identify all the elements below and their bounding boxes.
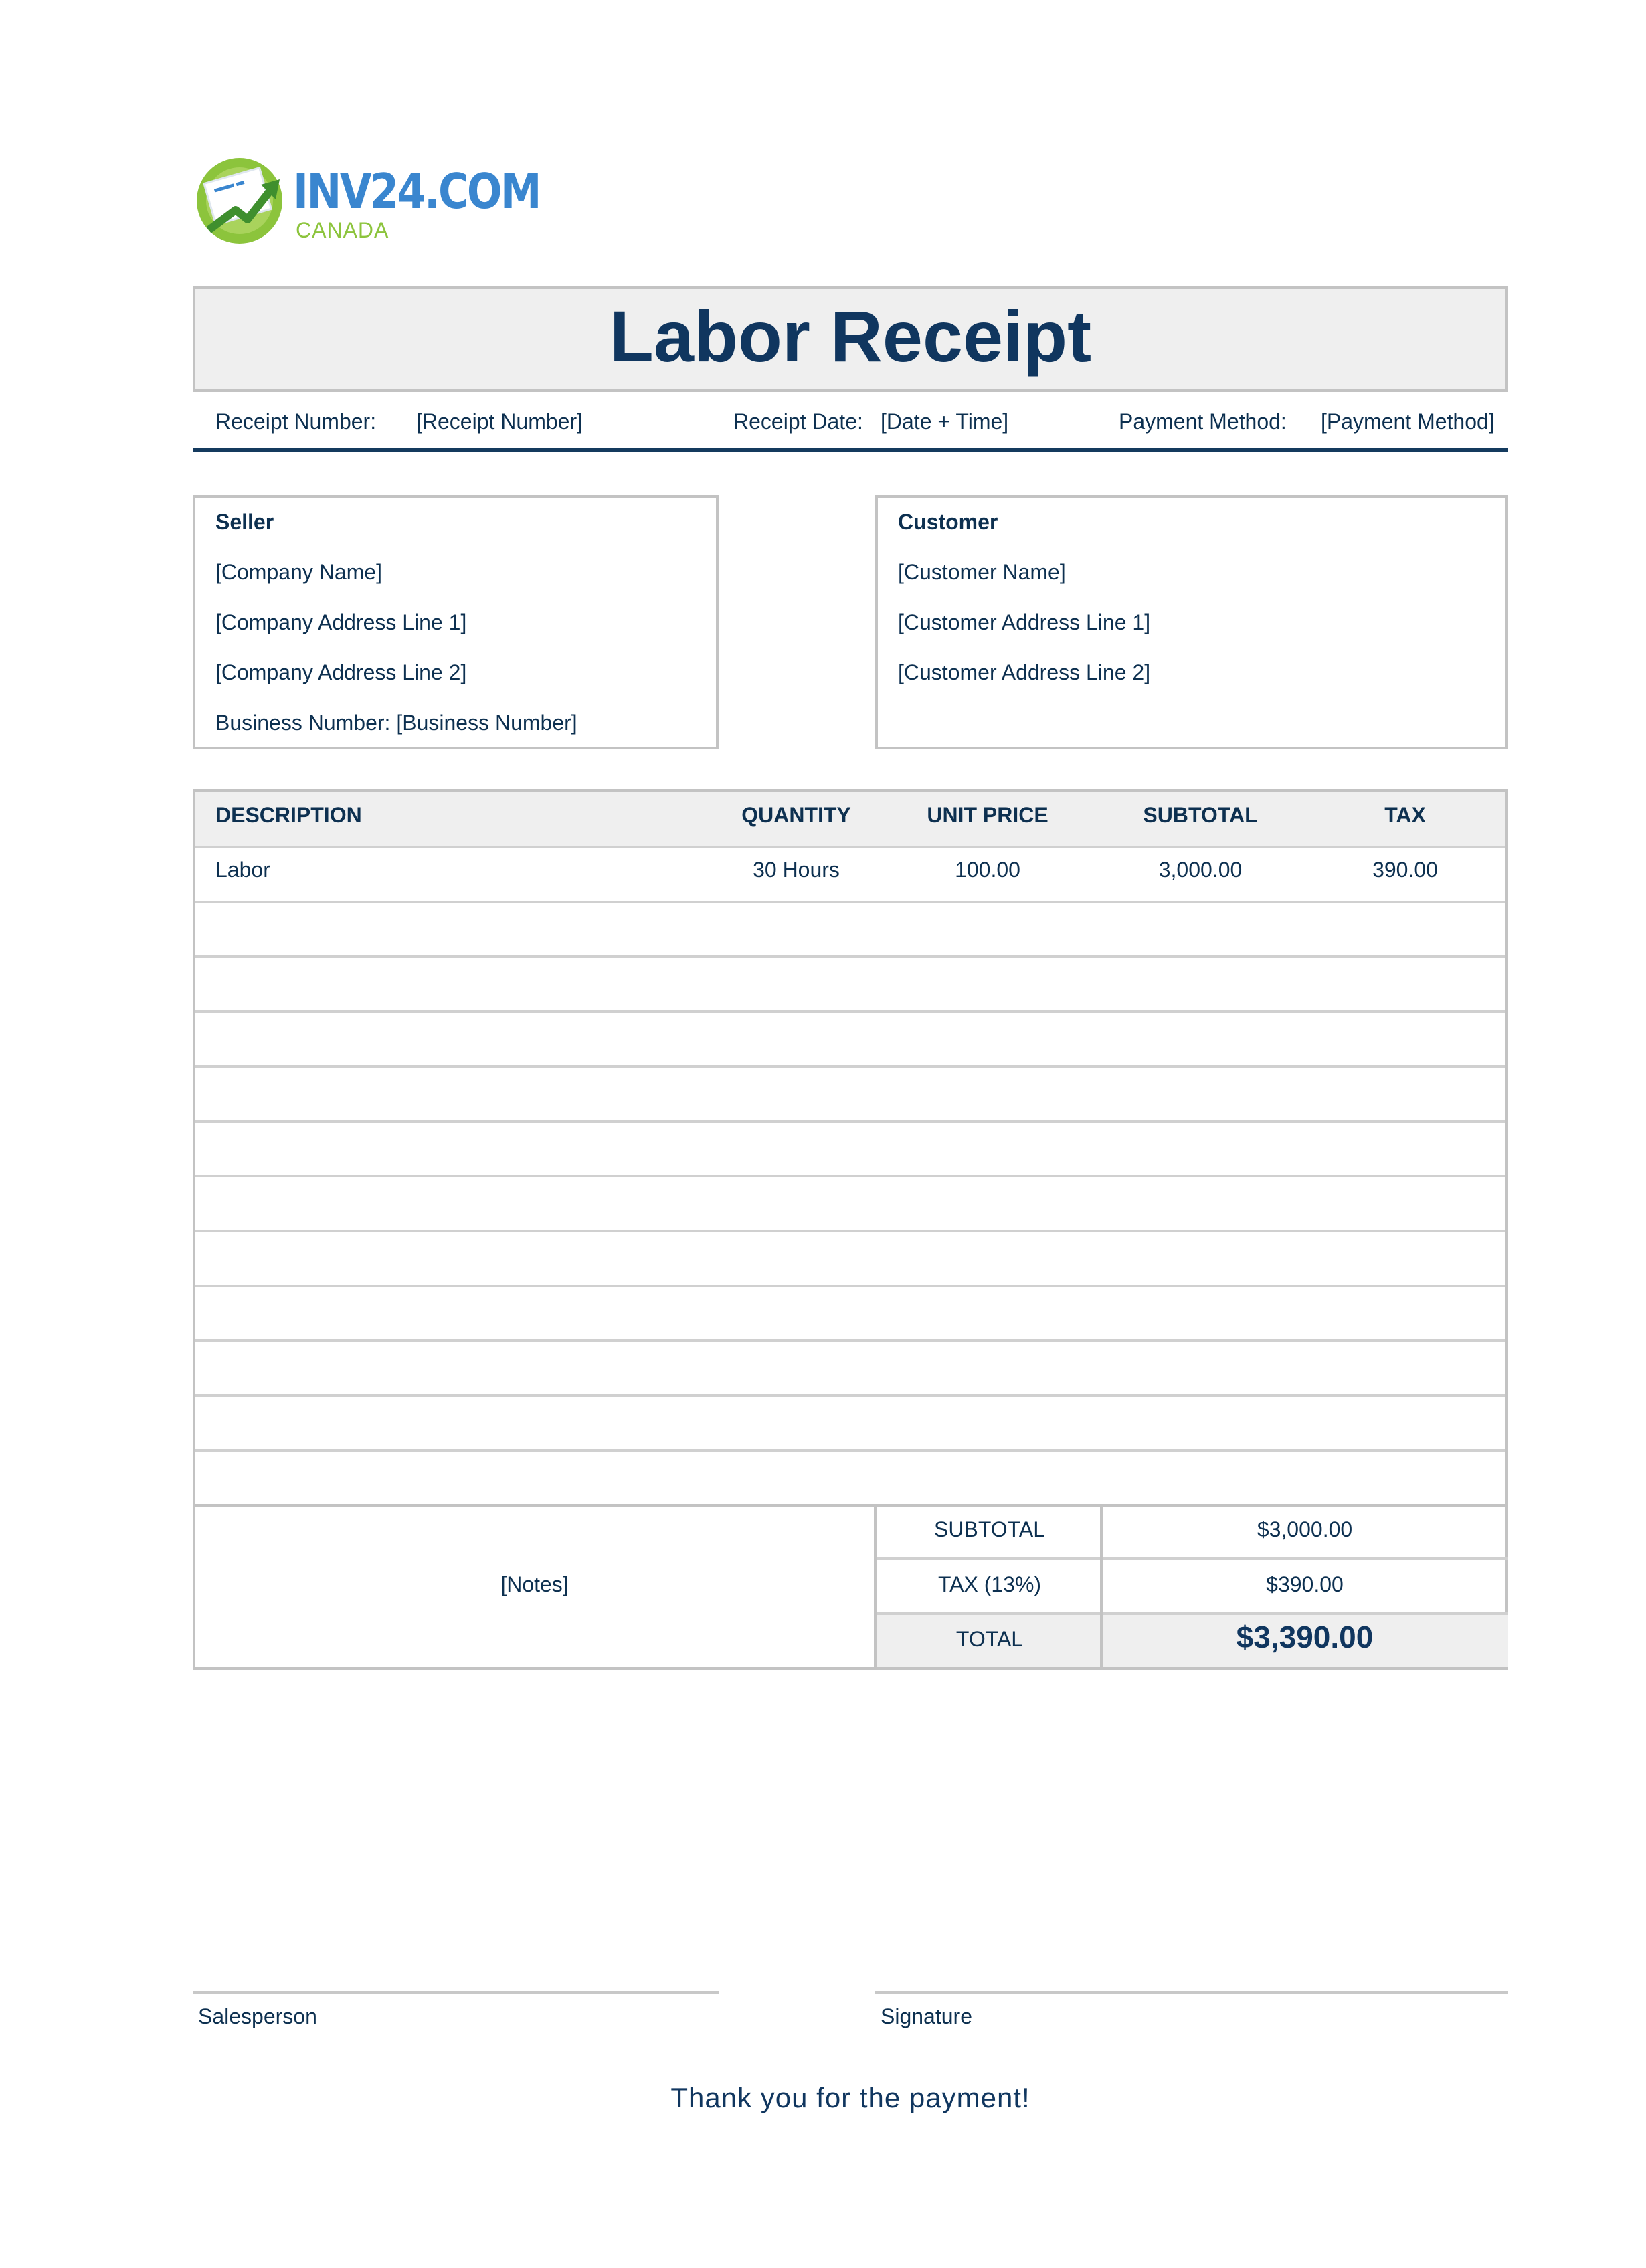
salesperson-line — [193, 1991, 719, 1994]
row-unit-price: 100.00 — [955, 858, 1020, 882]
header-unit-price: UNIT PRICE — [927, 803, 1048, 827]
customer-address-2: [Customer Address Line 2] — [898, 660, 1151, 684]
table-side-border — [193, 789, 195, 1670]
header-description: DESCRIPTION — [215, 803, 362, 827]
seller-company-name: [Company Name] — [215, 560, 382, 584]
seller-address-1: [Company Address Line 1] — [215, 610, 467, 634]
table-row-divider — [193, 1449, 1508, 1452]
row-description: Labor — [215, 858, 270, 882]
page-title: Labor Receipt — [609, 296, 1092, 377]
logo-name: INV24.COM — [293, 163, 540, 219]
receipt-date-value: [Date + Time] — [881, 409, 1009, 434]
table-row-divider — [193, 1394, 1508, 1397]
table-row-divider — [193, 1120, 1508, 1123]
thank-you-message: Thank you for the payment! — [670, 2082, 1030, 2113]
subtotal-label: SUBTOTAL — [934, 1517, 1045, 1541]
row-quantity: 30 Hours — [753, 858, 840, 882]
totals-row-divider — [875, 1557, 1508, 1560]
seller-business-number: Business Number: [Business Number] — [215, 711, 577, 735]
customer-name: [Customer Name] — [898, 560, 1066, 584]
customer-address-1: [Customer Address Line 1] — [898, 610, 1151, 634]
info-divider — [193, 448, 1508, 452]
payment-method-label: Payment Method: — [1119, 409, 1287, 434]
signature-line — [875, 1991, 1508, 1994]
table-row-divider — [193, 1285, 1508, 1287]
notes: [Notes] — [500, 1572, 569, 1596]
seller-title: Seller — [215, 510, 274, 534]
table-row-divider — [193, 846, 1508, 848]
receipt-date-label: Receipt Date: — [733, 409, 863, 434]
subtotal-value: $3,000.00 — [1257, 1517, 1353, 1541]
header-subtotal: SUBTOTAL — [1143, 803, 1258, 827]
table-row-divider — [193, 1504, 1508, 1507]
row-tax: 390.00 — [1372, 858, 1438, 882]
seller-address-2: [Company Address Line 2] — [215, 660, 467, 684]
table-row-divider — [193, 901, 1508, 903]
header-quantity: QUANTITY — [741, 803, 851, 827]
tax-value: $390.00 — [1266, 1572, 1344, 1596]
table-row-divider — [193, 1010, 1508, 1013]
tax-label: TAX (13%) — [937, 1572, 1042, 1596]
header-tax: TAX — [1384, 803, 1426, 827]
salesperson-label: Salesperson — [198, 2004, 317, 2028]
customer-title: Customer — [898, 510, 998, 534]
logo-sub: CANADA — [296, 218, 389, 242]
receipt-number-value: [Receipt Number] — [416, 409, 583, 434]
table-row-divider — [193, 789, 1508, 792]
table-row-divider — [193, 1175, 1508, 1177]
table-row-divider — [193, 955, 1508, 958]
table-row-divider — [193, 1065, 1508, 1068]
receipt-number-label: Receipt Number: — [215, 409, 377, 434]
table-row-divider — [193, 1230, 1508, 1232]
total-value: $3,390.00 — [1236, 1620, 1374, 1655]
signature-label: Signature — [881, 2004, 972, 2028]
totals-row-divider — [875, 1612, 1508, 1615]
table-row-divider — [193, 1339, 1508, 1342]
table-bottom-border — [193, 1667, 1508, 1670]
row-subtotal: 3,000.00 — [1158, 858, 1243, 882]
total-label: TOTAL — [955, 1627, 1024, 1651]
payment-method-value: [Payment Method] — [1321, 409, 1495, 434]
